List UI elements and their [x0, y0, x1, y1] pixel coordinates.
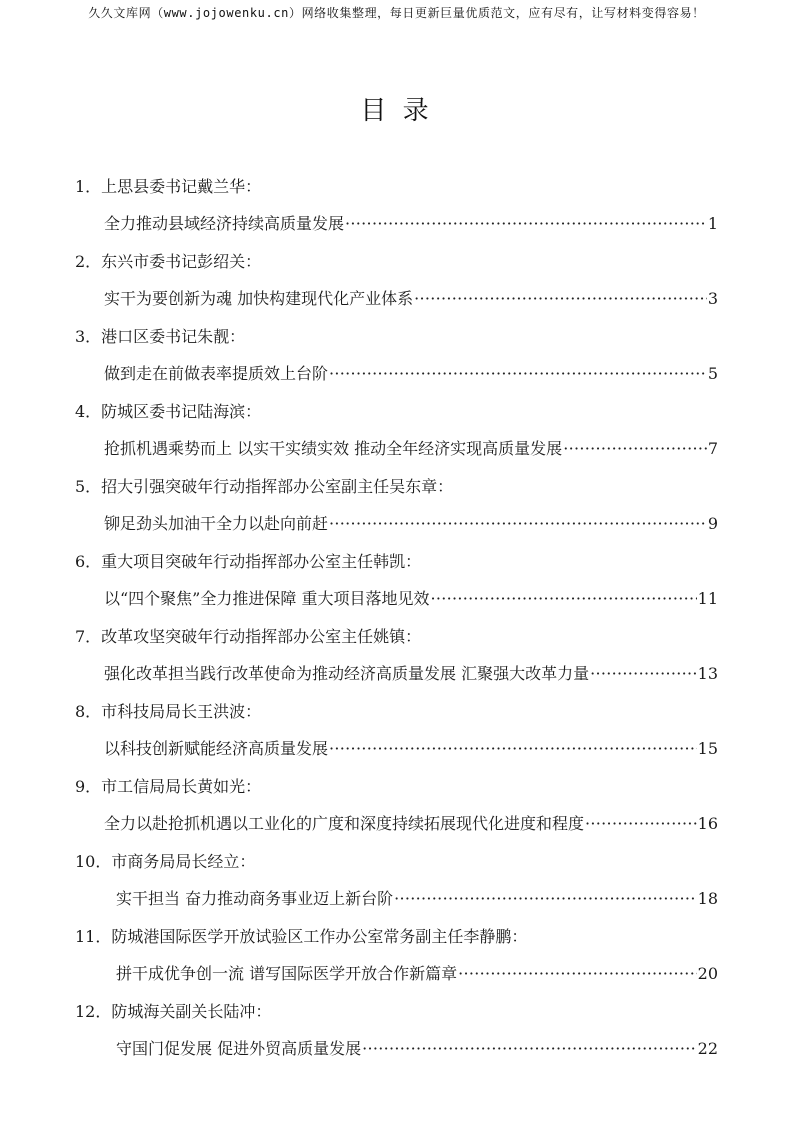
dot-leader [329, 514, 707, 533]
dot-leader [563, 439, 707, 458]
toc-page-number: 9 [707, 514, 718, 533]
toc-entry-heading: 4．防城区委书记陆海滨： [75, 402, 262, 421]
toc-entry-line[interactable] [104, 586, 718, 609]
toc-entry-line[interactable] [104, 361, 718, 384]
toc-entry-line[interactable] [116, 886, 718, 909]
dot-leader [329, 364, 707, 383]
toc-entry-heading: 8．市科技局局长王洪波： [75, 702, 262, 721]
toc-entry-line[interactable] [104, 511, 718, 534]
toc-entry-heading: 12．防城海关副关长陆冲： [75, 1002, 272, 1021]
toc-entry[interactable] [0, 995, 793, 1070]
toc-entry-title: 以科技创新赋能经济高质量发展 [104, 739, 329, 758]
toc-entry-line[interactable] [104, 661, 718, 684]
toc-entry-title: 拼干成优争创一流 谱写国际医学开放合作新篇章 [116, 964, 458, 983]
toc-entry-title: 全力推动县域经济持续高质量发展 [104, 214, 345, 233]
toc-page-number: 5 [707, 364, 718, 383]
dot-leader [329, 739, 697, 758]
dot-leader [414, 289, 707, 308]
toc-entry-title: 强化改革担当践行改革使命为推动经济高质量发展 汇聚强大改革力量 [104, 664, 590, 683]
toc-entry-line[interactable] [116, 1036, 718, 1059]
toc-entry[interactable] [0, 545, 793, 620]
toc-entry[interactable] [0, 920, 793, 995]
toc-entry-title: 实干担当 奋力推动商务事业迈上新台阶 [116, 889, 394, 908]
toc-entry-heading: 5．招大引强突破年行动指挥部办公室副主任吴东章： [75, 477, 454, 496]
toc-entry-line[interactable] [104, 436, 718, 459]
toc-entry-heading: 3．港口区委书记朱靓： [75, 327, 246, 346]
toc-page-number: 18 [697, 889, 718, 908]
toc-entry-line[interactable] [104, 211, 718, 234]
toc-entry[interactable] [0, 320, 793, 395]
toc-entry[interactable] [0, 470, 793, 545]
toc-entry[interactable] [0, 245, 793, 320]
toc-page-number: 15 [697, 739, 718, 758]
toc-entry-heading: 11．防城港国际医学开放试验区工作办公室常务副主任李静鹏： [75, 927, 528, 946]
dot-leader [430, 589, 696, 608]
toc-entry[interactable] [0, 620, 793, 695]
toc-entry[interactable] [0, 395, 793, 470]
toc-page-number: 22 [697, 1039, 718, 1058]
page-title: 目 录 [360, 96, 433, 126]
table-of-contents [0, 170, 793, 1070]
toc-entry-title: 以“四个聚焦”全力推进保障 重大项目落地见效 [104, 589, 430, 608]
dot-leader [345, 214, 707, 233]
toc-page-number: 7 [707, 439, 718, 458]
toc-entry-heading: 1．上思县委书记戴兰华： [75, 177, 262, 196]
toc-entry[interactable] [0, 170, 793, 245]
toc-entry[interactable] [0, 770, 793, 845]
dot-leader [585, 814, 697, 833]
toc-entry-heading: 7．改革攻坚突破年行动指挥部办公室主任姚镇： [75, 627, 422, 646]
toc-entry[interactable] [0, 695, 793, 770]
toc-page-number: 11 [697, 589, 718, 608]
toc-page-number: 20 [697, 964, 718, 983]
toc-page-number: 16 [697, 814, 718, 833]
site-banner: 久久文库网（www.jojowenku.cn）网络收集整理，每日更新巨量优质范文，应有尽有，让写材料变得容易！ [88, 6, 705, 20]
toc-entry-heading: 9．市工信局局长黄如光： [75, 777, 262, 796]
toc-entry-line[interactable] [104, 736, 718, 759]
toc-page-number: 3 [707, 289, 718, 308]
dot-leader [458, 964, 697, 983]
toc-page-number: 1 [707, 214, 718, 233]
toc-entry-title: 实干为要创新为魂 加快构建现代化产业体系 [104, 289, 414, 308]
toc-entry[interactable] [0, 845, 793, 920]
toc-entry-heading: 6．重大项目突破年行动指挥部办公室主任韩凯： [75, 552, 422, 571]
toc-entry-heading: 10．市商务局局长经立： [75, 852, 256, 871]
toc-entry-title: 做到走在前做表率提质效上台阶 [104, 364, 329, 383]
dot-leader [590, 664, 697, 683]
toc-entry-title: 守国门促发展 促进外贸高质量发展 [116, 1039, 362, 1058]
toc-entry-heading: 2．东兴市委书记彭绍关： [75, 252, 262, 271]
toc-entry-title: 全力以赴抢抓机遇以工业化的广度和深度持续拓展现代化进度和程度 [104, 814, 585, 833]
toc-entry-title: 铆足劲头加油干全力以赴向前赶 [104, 514, 329, 533]
toc-entry-title: 抢抓机遇乘势而上 以实干实绩实效 推动全年经济实现高质量发展 [104, 439, 563, 458]
toc-page-number: 13 [697, 664, 718, 683]
dot-leader [362, 1039, 697, 1058]
dot-leader [394, 889, 697, 908]
toc-entry-line[interactable] [104, 286, 718, 309]
toc-entry-line[interactable] [116, 961, 718, 984]
toc-entry-line[interactable] [104, 811, 718, 834]
